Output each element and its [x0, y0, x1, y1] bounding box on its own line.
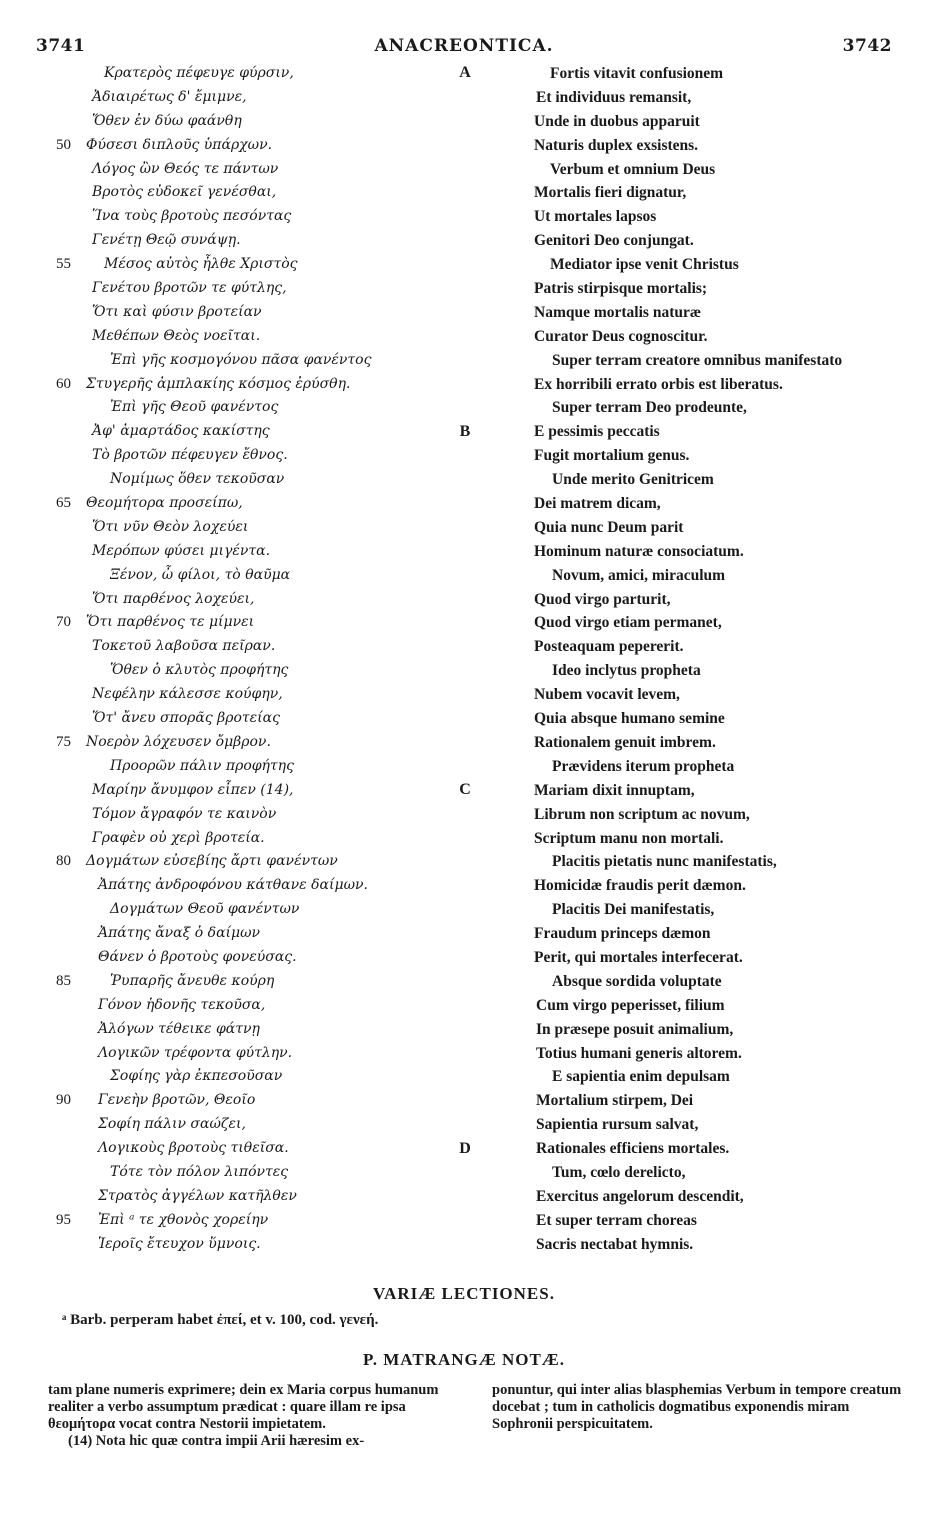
greek-verse-text: Προορῶν πάλιν προφήτης — [110, 757, 294, 774]
latin-verse-line: Unde merito Genitricem — [552, 471, 714, 489]
notes-left-column — [48, 1382, 462, 1450]
latin-verse-line: Perit, qui mortales interfecerat. — [534, 948, 743, 966]
latin-verse-line: Patris stirpisque mortalis; — [534, 280, 708, 298]
margin-letter: D — [459, 1139, 471, 1157]
greek-verse-text: Νεφέλην κάλεσσε κούφην, — [92, 686, 283, 703]
greek-verse-text: Τοκετοῦ λαβοῦσα πεῖραν. — [92, 638, 276, 655]
greek-verse-line — [56, 325, 436, 349]
greek-verse-line — [56, 1209, 436, 1233]
latin-verse-line: Super terram creatore omnibus manifestato — [552, 351, 843, 369]
greek-verse-line — [56, 1233, 436, 1257]
greek-verse-line — [56, 229, 436, 253]
greek-verse-text: Ὅθεν ὁ κλυτὸς προφήτης — [110, 662, 289, 679]
greek-verse-line — [56, 994, 436, 1018]
greek-verse-line — [56, 468, 436, 492]
latin-verse-line: Quod virgo etiam permanet, — [534, 614, 722, 632]
latin-verse-line: Placitis pietatis nunc manifestatis, — [552, 853, 777, 871]
latin-verse-line: Scriptum manu non mortali. — [534, 829, 724, 847]
greek-verse-line — [56, 444, 436, 468]
latin-verse-line: Prævidens iterum propheta — [552, 757, 735, 775]
greek-verse-text: Στρατὸς ἀγγέλων κατῆλθεν — [98, 1187, 297, 1204]
greek-verse-text: Θεομήτορα προσείπω, — [86, 495, 243, 512]
greek-verse-text: Κρατερὸς πέφευγε φύρσιν, — [104, 65, 294, 81]
latin-verse-line: Fortis vitavit confusionem — [550, 65, 724, 82]
right-page-number: 3742 — [842, 36, 892, 56]
greek-verse-line — [56, 850, 436, 874]
note-paragraph: tam plane numeris exprimere; dein ex Maria corpus humanum realiter a verbo assumptum prædicat : quare illam re ipsa θεομήτορα vocat contra Nestorii impietatem. — [48, 1382, 439, 1432]
greek-verse-line — [56, 827, 436, 851]
latin-verse-line: Curator Deus cognoscitur. — [534, 327, 708, 345]
greek-verse-text: Νομίμως ὅθεν τεκοῦσαν — [110, 471, 285, 488]
greek-verse-text: Μέσος αὐτὸς ἦλθε Χριστὸς — [104, 256, 298, 273]
verse-number: 70 — [56, 614, 71, 631]
greek-verse-text: Σοφίης γὰρ ἐκπεσοῦσαν — [110, 1068, 283, 1085]
latin-verse-line: Absque sordida voluptate — [552, 972, 722, 990]
greek-verse-text: Μεθέπων Θεὸς νοεῖται. — [92, 327, 261, 344]
latin-verse-line: Placitis Dei manifestatis, — [552, 901, 715, 919]
greek-verse-line — [56, 1137, 436, 1161]
note-paragraph: ponuntur, qui inter alias blasphemias Verbum in tempore creatum docebat ; tum in catholicis dogmatibus exponendis miram Sophronii perspicuitatem. — [492, 1382, 902, 1432]
margin-letter: A — [459, 64, 471, 81]
verse-number: 75 — [56, 733, 71, 750]
greek-verse-text: Γενέτου βροτῶν τε φύτλης, — [92, 280, 287, 297]
greek-verse-text: Ὅτι καὶ φύσιν βροτείαν — [92, 303, 262, 320]
margin-letter: B — [459, 422, 471, 440]
notae-title: P. MATRANGÆ NOTÆ. — [362, 1350, 566, 1369]
latin-verse-line: Homicidæ fraudis perit dæmon. — [534, 877, 746, 895]
greek-verse-text: Ἵνα τοὺς βροτοὺς πεσόντας — [92, 208, 292, 225]
greek-verse-text: Ἀδιαιρέτως δ' ἔμιμνε, — [92, 88, 247, 105]
greek-verse-text: Ὅτι παρθένος τε μίμνει — [86, 614, 255, 631]
greek-verse-text: Λόγος ὢν Θεός τε πάντων — [92, 160, 279, 177]
latin-verse-line: Ideo inclytus propheta — [552, 662, 701, 680]
greek-verse-line — [56, 779, 436, 803]
greek-verse-text: Μερόπων φύσει μιγέντα. — [92, 542, 271, 559]
greek-verse-text: Ὅθεν ἐν δύω φαάνθη — [92, 112, 242, 129]
verse-number: 95 — [56, 1211, 71, 1228]
latin-verse-line: Posteaquam pepererit. — [534, 638, 684, 656]
greek-verse-line — [56, 1042, 436, 1066]
greek-verse-line — [56, 803, 436, 827]
margin-letter: C — [459, 781, 471, 798]
latin-verse-line: Rationales efficiens mortales. — [536, 1140, 730, 1158]
greek-verse-line — [56, 683, 436, 707]
greek-verse-text: Γενεὴν βροτῶν, Θεοῖο — [98, 1092, 256, 1109]
latin-verse-line: Mortalis fieri dignatur, — [534, 184, 687, 202]
greek-verse-line — [56, 707, 436, 731]
greek-verse-text: Ὅτ' ἄνευ σπορᾶς βροτείας — [92, 710, 280, 727]
greek-verse-text: Ὅτι παρθένος λοχεύει, — [92, 590, 255, 607]
greek-text-column — [56, 62, 436, 1257]
greek-verse-text: Ἐπὶ γῆς κοσμογόνου πᾶσα φανέντος — [110, 351, 372, 368]
left-page-number: 3741 — [36, 36, 86, 56]
greek-verse-line — [56, 946, 436, 970]
greek-verse-line — [56, 110, 436, 134]
greek-verse-text: Γόνον ἡδονῆς τεκοῦσα, — [98, 996, 266, 1013]
notes-right-column — [492, 1382, 902, 1433]
greek-verse-line — [56, 755, 436, 779]
greek-verse-text: Τὸ βροτῶν πέφευγεν ἔθνος. — [92, 447, 288, 464]
latin-verse-line: Ex horribili errato orbis est liberatus. — [534, 375, 783, 393]
greek-verse-text: Δογμάτων Θεοῦ φανέντων — [110, 901, 300, 918]
note-paragraph: (14) Nota hic quæ contra impii Arii hæresim ex- — [68, 1433, 365, 1449]
latin-verse-line: E pessimis peccatis — [534, 423, 660, 441]
verse-number: 80 — [56, 853, 71, 870]
greek-verse-text: Ἀφ' ἁμαρτάδος κακίστης — [92, 423, 270, 440]
latin-verse-line: Genitori Deo conjungat. — [534, 232, 694, 250]
greek-verse-line — [56, 396, 436, 420]
verse-number: 85 — [56, 972, 71, 989]
greek-verse-line — [56, 205, 436, 229]
latin-verse-line: Mortalium stirpem, Dei — [536, 1092, 694, 1110]
verse-number: 65 — [56, 495, 71, 512]
greek-verse-line — [56, 1113, 436, 1137]
greek-verse-line — [56, 277, 436, 301]
latin-verse-line: Nubem vocavit levem, — [534, 686, 680, 704]
greek-verse-text: Ῥυπαρῆς ἄνευθε κούρη — [110, 972, 275, 989]
greek-verse-line — [56, 420, 436, 444]
latin-verse-line: Quia absque humano semine — [534, 710, 725, 728]
verse-number: 60 — [56, 375, 71, 392]
verse-number: 55 — [56, 256, 71, 273]
greek-verse-line — [56, 349, 436, 373]
greek-verse-text: Γραφὲν οὐ χερὶ βροτεία. — [92, 829, 265, 846]
latin-verse-line: Rationalem genuit imbrem. — [534, 733, 716, 751]
greek-verse-text: Φύσεσι διπλοῦς ὑπάρχων. — [86, 136, 273, 153]
latin-text-column — [528, 62, 918, 1257]
latin-verse-line: Ut mortales lapsos — [534, 208, 657, 226]
latin-verse-line: Dei matrem dicam, — [534, 495, 661, 513]
greek-verse-line — [56, 134, 436, 158]
greek-verse-line — [56, 1018, 436, 1042]
running-title: ANACREONTICA. — [374, 36, 554, 56]
greek-verse-text: Ἀπάτης ἀνδροφόνου κάτθανε δαίμων. — [98, 877, 368, 894]
latin-verse-line: Sacris nectabat hymnis. — [536, 1235, 694, 1253]
greek-verse-line — [56, 540, 436, 564]
greek-verse-text: Ἱεροῖς ἔτευχον ὕμνοις. — [98, 1235, 261, 1252]
greek-verse-text: Ὅτι νῦν Θεὸν λοχεύει — [92, 518, 249, 535]
greek-verse-line — [56, 86, 436, 110]
greek-verse-text: Θάνεν ὁ βροτοὺς φονεύσας. — [98, 948, 297, 965]
greek-verse-line — [56, 564, 436, 588]
greek-verse-line — [56, 62, 436, 86]
latin-verse-line: Et super terram choreas — [536, 1211, 697, 1229]
greek-verse-line — [56, 516, 436, 540]
greek-verse-line — [56, 1161, 436, 1185]
latin-verse-line: Et individuus remansit, — [536, 88, 692, 106]
greek-verse-line — [56, 898, 436, 922]
greek-verse-line — [56, 158, 436, 182]
latin-verse-line: Exercitus angelorum descendit, — [536, 1187, 744, 1205]
greek-verse-line — [56, 373, 436, 397]
latin-verse-line: Fugit mortalium genus. — [534, 447, 690, 465]
greek-verse-line — [56, 492, 436, 516]
variae-lectiones-title: VARIÆ LECTIONES. — [373, 1284, 555, 1303]
greek-verse-line — [56, 1185, 436, 1209]
latin-verse-line: Quia nunc Deum parit — [534, 518, 684, 536]
verse-number: 90 — [56, 1092, 71, 1109]
greek-verse-text: Τότε τὸν πόλον λιπόντες — [110, 1163, 289, 1180]
latin-verse-line: Namque mortalis naturæ — [534, 303, 702, 321]
greek-verse-line — [56, 731, 436, 755]
greek-verse-text: Λογικῶν τρέφοντα φύτλην. — [98, 1044, 293, 1061]
latin-verse-line: Quod virgo parturit, — [534, 590, 671, 608]
greek-verse-line — [56, 1065, 436, 1089]
variae-lectiones-note: ᵃ Barb. perperam habet ἐπεί, et v. 100, cod. γενεή. — [62, 1312, 379, 1328]
verse-number: 50 — [56, 136, 71, 153]
latin-verse-line: Totius humani generis altorem. — [536, 1044, 742, 1062]
latin-verse-line: Super terram Deo prodeunte, — [552, 399, 747, 417]
greek-verse-line — [56, 874, 436, 898]
latin-verse-line: Naturis duplex exsistens. — [534, 136, 699, 154]
greek-verse-line — [56, 970, 436, 994]
greek-verse-text: Ἐπὶ ᵃ τε χθονὸς χορείην — [98, 1211, 269, 1228]
greek-verse-text: Βροτὸς εὐδοκεῖ γενέσθαι, — [92, 184, 277, 201]
greek-verse-line — [56, 588, 436, 612]
latin-verse-line: In præsepe posuit animalium, — [536, 1020, 734, 1038]
latin-verse-line: Fraudum princeps dæmon — [534, 925, 711, 943]
greek-verse-line — [56, 181, 436, 205]
greek-verse-text: Γενέτῃ Θεῷ συνάψῃ. — [92, 232, 241, 249]
greek-verse-line — [56, 301, 436, 325]
greek-verse-line — [56, 659, 436, 683]
latin-verse-line: E sapientia enim depulsam — [552, 1068, 730, 1086]
greek-verse-text: Στυγερῆς ἀμπλακίης κόσμος ἐρύσθη. — [86, 375, 351, 392]
greek-verse-text: Ξένον, ὦ φίλοι, τὸ θαῦμα — [110, 566, 291, 583]
greek-verse-line — [56, 922, 436, 946]
greek-verse-text: Σοφίη πάλιν σαώζει, — [98, 1116, 246, 1133]
latin-verse-line: Novum, amici, miraculum — [552, 566, 726, 584]
greek-verse-text: Μαρίην ἄνυμφον εἶπεν (14), — [92, 781, 294, 798]
greek-verse-text: Ἐπὶ γῆς Θεοῦ φανέντος — [110, 399, 279, 416]
latin-verse-line: Hominum naturæ consociatum. — [534, 542, 744, 560]
latin-verse-line: Unde in duobus apparuit — [534, 112, 700, 130]
greek-verse-text: Ἀπάτης ἄναξ ὁ δαίμων — [98, 925, 261, 942]
greek-verse-text: Ἀλόγων τέθεικε φάτνῃ — [98, 1020, 260, 1037]
latin-verse-line: Cum virgo peperisset, filium — [536, 996, 725, 1014]
greek-verse-text: Νοερὸν λόχευσεν ὄμβρον. — [86, 733, 271, 750]
latin-verse-line: Verbum et omnium Deus — [550, 160, 716, 178]
latin-verse-line: Mariam dixit innuptam, — [534, 781, 695, 799]
greek-verse-line — [56, 611, 436, 635]
greek-verse-text: Λογικοὺς βροτοὺς τιθεῖσα. — [98, 1140, 289, 1157]
latin-verse-line: Sapientia rursum salvat, — [536, 1116, 699, 1134]
greek-verse-line — [56, 1089, 436, 1113]
greek-verse-text: Δογμάτων εὐσεβίης ἄρτι φανέντων — [86, 853, 338, 870]
latin-verse-line: Mediator ipse venit Christus — [550, 256, 739, 274]
latin-verse-line: Tum, cœlo derelicto, — [552, 1163, 686, 1181]
greek-verse-line — [56, 253, 436, 277]
latin-verse-line: Librum non scriptum ac novum, — [534, 805, 750, 823]
greek-verse-text: Τόμον ἄγραφόν τε καινὸν — [92, 805, 277, 822]
greek-verse-line — [56, 635, 436, 659]
